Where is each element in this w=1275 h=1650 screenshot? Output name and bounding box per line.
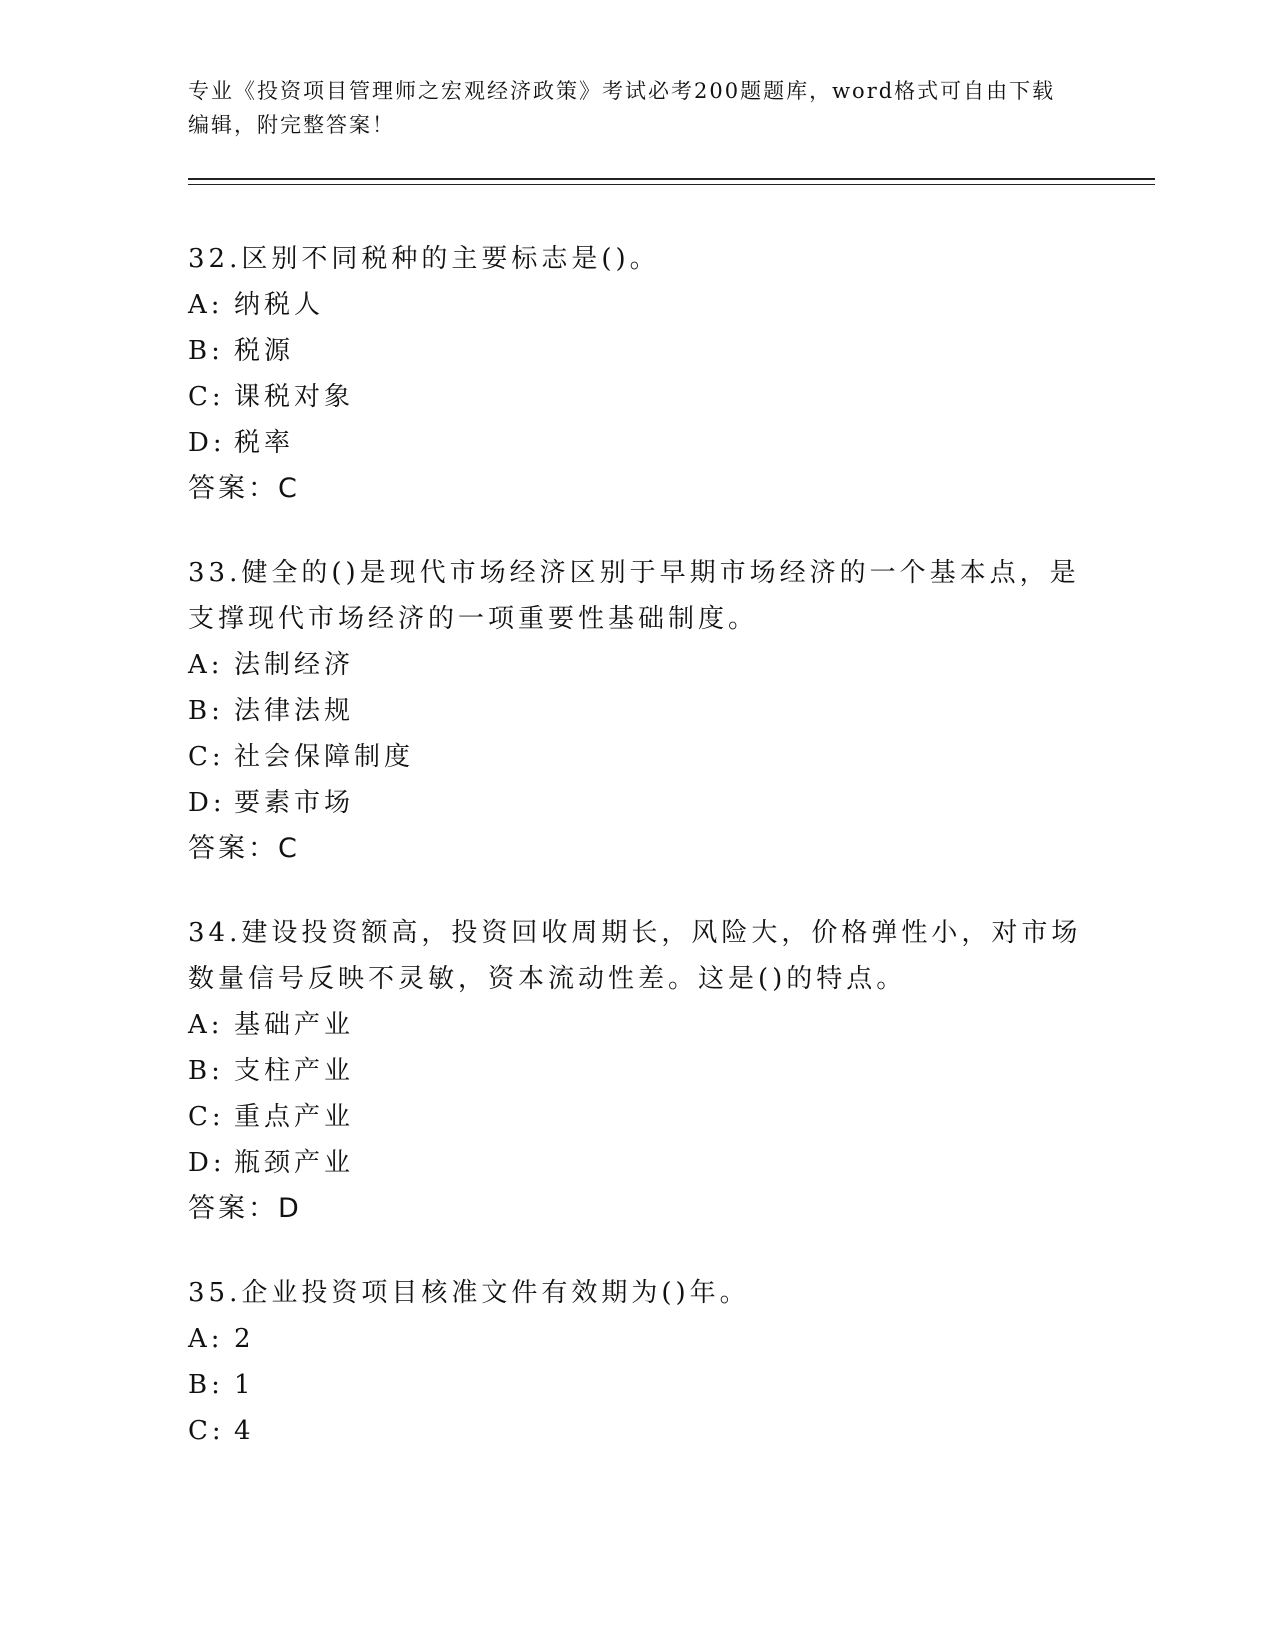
- option-d: [188, 1140, 1088, 1186]
- option-text: 税源: [234, 336, 295, 366]
- option-text: 1: [234, 1370, 255, 1400]
- answer-label: 答案：D: [188, 1193, 302, 1224]
- option-text: 重点产业: [234, 1102, 355, 1132]
- option-text: 4: [234, 1416, 255, 1446]
- option-c: [188, 734, 1088, 780]
- question-34: [188, 910, 1088, 1232]
- question-text: 33.健全的()是现代市场经济区别于早期市场经济的一个基本点，是支撑现代市场经济的一项重要性基础制度。: [188, 558, 1080, 634]
- question-text: 32.区别不同税种的主要标志是()。: [188, 244, 660, 274]
- option-a: [188, 282, 1088, 328]
- document-header: 专业《投资项目管理师之宏观经济政策》考试必考200题题库，word格式可自由下载编辑，附完整答案！: [188, 79, 1056, 137]
- header-divider-thin: [188, 184, 1155, 185]
- answer-label: 答案：C: [188, 833, 300, 864]
- option-text: 2: [234, 1324, 255, 1354]
- option-text: 课税对象: [234, 382, 355, 412]
- option-c: [188, 1408, 1088, 1454]
- option-key: C:: [188, 1416, 225, 1446]
- option-key: B:: [188, 1370, 224, 1400]
- option-c: [188, 374, 1088, 420]
- question-text: 35.企业投资项目核准文件有效期为()年。: [188, 1278, 750, 1308]
- question-text: 34.建设投资额高，投资回收周期长，风险大，价格弹性小，对市场数量信号反映不灵敏，资本流动性差。这是()的特点。: [188, 918, 1082, 994]
- option-key: B:: [188, 1056, 224, 1086]
- option-text: 要素市场: [234, 788, 355, 818]
- option-d: [188, 780, 1088, 826]
- option-a: [188, 642, 1088, 688]
- option-b: [188, 1362, 1088, 1408]
- option-key: B:: [188, 696, 224, 726]
- option-text: 瓶颈产业: [234, 1148, 355, 1178]
- option-key: A:: [188, 650, 224, 680]
- option-a: [188, 1002, 1088, 1048]
- option-key: A:: [188, 1324, 224, 1354]
- option-text: 法律法规: [234, 696, 355, 726]
- option-b: [188, 1048, 1088, 1094]
- option-c: [188, 1094, 1088, 1140]
- question-35: [188, 1270, 1088, 1454]
- option-key: B:: [188, 336, 224, 366]
- option-text: 支柱产业: [234, 1056, 355, 1086]
- question-32: [188, 236, 1088, 512]
- answer-label: 答案：C: [188, 473, 300, 504]
- option-key: D:: [188, 788, 226, 818]
- option-b: [188, 328, 1088, 374]
- option-text: 纳税人: [234, 290, 325, 320]
- option-key: C:: [188, 1102, 225, 1132]
- header-divider-thick: [188, 178, 1155, 180]
- option-b: [188, 688, 1088, 734]
- option-text: 法制经济: [234, 650, 355, 680]
- option-key: A:: [188, 1010, 224, 1040]
- option-text: 社会保障制度: [234, 742, 415, 772]
- option-key: D:: [188, 428, 226, 458]
- question-list: [188, 236, 1088, 1492]
- option-text: 基础产业: [234, 1010, 355, 1040]
- option-key: A:: [188, 290, 224, 320]
- option-text: 税率: [234, 428, 295, 458]
- option-d: [188, 420, 1088, 466]
- option-key: C:: [188, 382, 225, 412]
- question-33: [188, 550, 1088, 872]
- option-key: D:: [188, 1148, 226, 1178]
- option-a: [188, 1316, 1088, 1362]
- option-key: C:: [188, 742, 225, 772]
